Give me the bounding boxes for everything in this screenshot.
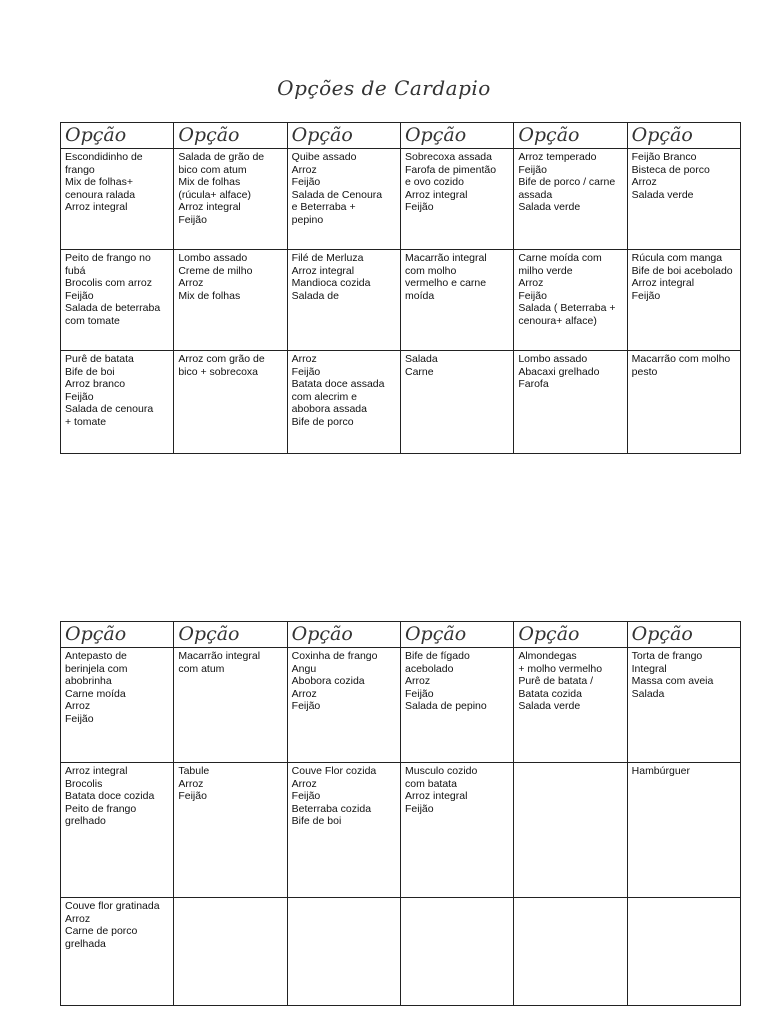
- menu-cell: [514, 763, 627, 898]
- menu-cell: Torta de frango Integral Massa com aveia Salada: [627, 648, 740, 763]
- menu-cell: Filé de Merluza Arroz integral Mandioca cozida Salada de: [287, 250, 400, 351]
- menu-cell: Salada Carne: [400, 351, 513, 454]
- menu-cell: Arroz Feijão Batata doce assada com alecrim e abobora assada Bife de porco: [287, 351, 400, 454]
- menu-cell: Purê de batata Bife de boi Arroz branco Feijão Salada de cenoura + tomate: [61, 351, 174, 454]
- menu-cell: Arroz temperado Feijão Bife de porco / carne assada Salada verde: [514, 149, 627, 250]
- menu-table-1: [60, 122, 741, 454]
- table-row: [61, 351, 741, 454]
- menu-cell: [400, 898, 513, 1006]
- column-header: Opção: [400, 622, 513, 648]
- menu-cell: Couve Flor cozida Arroz Feijão Beterraba cozida Bife de boi: [287, 763, 400, 898]
- menu-cell: Lombo assado Creme de milho Arroz Mix de folhas: [174, 250, 287, 351]
- menu-cell: Salada de grão de bico com atum Mix de folhas (rúcula+ alface) Arroz integral Feijão: [174, 149, 287, 250]
- menu-cell: Arroz integral Brocolis Batata doce cozida Peito de frango grelhado: [61, 763, 174, 898]
- table-row: [61, 898, 741, 1006]
- menu-cell: Couve flor gratinada Arroz Carne de porco grelhada: [61, 898, 174, 1006]
- menu-cell: Peito de frango no fubá Brocolis com arroz Feijão Salada de beterraba com tomate: [61, 250, 174, 351]
- column-header: Opção: [287, 123, 400, 149]
- menu-cell: Escondidinho de frango Mix de folhas+ cenoura ralada Arroz integral: [61, 149, 174, 250]
- menu-cell: Antepasto de berinjela com abobrinha Carne moída Arroz Feijão: [61, 648, 174, 763]
- table-row: [61, 763, 741, 898]
- column-header: Opção: [61, 123, 174, 149]
- menu-cell: Bife de fígado acebolado Arroz Feijão Salada de pepino: [400, 648, 513, 763]
- table-row: [61, 250, 741, 351]
- menu-cell: Feijão Branco Bisteca de porco Arroz Salada verde: [627, 149, 740, 250]
- header-row: [61, 123, 741, 149]
- menu-cell: [514, 898, 627, 1006]
- menu-cell: Rúcula com manga Bife de boi acebolado Arroz integral Feijão: [627, 250, 740, 351]
- column-header: Opção: [174, 123, 287, 149]
- menu-cell: [287, 898, 400, 1006]
- menu-cell: Arroz com grão de bico + sobrecoxa: [174, 351, 287, 454]
- menu-cell: [174, 898, 287, 1006]
- column-header: Opção: [627, 123, 740, 149]
- menu-cell: Musculo cozido com batata Arroz integral Feijão: [400, 763, 513, 898]
- menu-cell: Macarrão integral com molho vermelho e carne moída: [400, 250, 513, 351]
- table-row: [61, 149, 741, 250]
- header-row: [61, 622, 741, 648]
- menu-table-2: [60, 621, 741, 1006]
- menu-cell: Almondegas + molho vermelho Purê de batata / Batata cozida Salada verde: [514, 648, 627, 763]
- menu-cell: Quibe assado Arroz Feijão Salada de Cenoura e Beterraba + pepino: [287, 149, 400, 250]
- menu-cell: Hambúrguer: [627, 763, 740, 898]
- menu-cell: Macarrão com molho pesto: [627, 351, 740, 454]
- menu-cell: [627, 898, 740, 1006]
- menu-cell: Sobrecoxa assada Farofa de pimentão e ovo cozido Arroz integral Feijão: [400, 149, 513, 250]
- column-header: Opção: [400, 123, 513, 149]
- table-row: [61, 648, 741, 763]
- menu-cell: Coxinha de frango Angu Abobora cozida Arroz Feijão: [287, 648, 400, 763]
- menu-cell: Carne moída com milho verde Arroz Feijão Salada ( Beterraba + cenoura+ alface): [514, 250, 627, 351]
- page-title: Opções de Cardapio: [277, 76, 491, 100]
- column-header: Opção: [627, 622, 740, 648]
- column-header: Opção: [287, 622, 400, 648]
- menu-cell: Macarrão integral com atum: [174, 648, 287, 763]
- column-header: Opção: [61, 622, 174, 648]
- column-header: Opção: [514, 123, 627, 149]
- menu-cell: Tabule Arroz Feijão: [174, 763, 287, 898]
- column-header: Opção: [174, 622, 287, 648]
- column-header: Opção: [514, 622, 627, 648]
- menu-cell: Lombo assado Abacaxi grelhado Farofa: [514, 351, 627, 454]
